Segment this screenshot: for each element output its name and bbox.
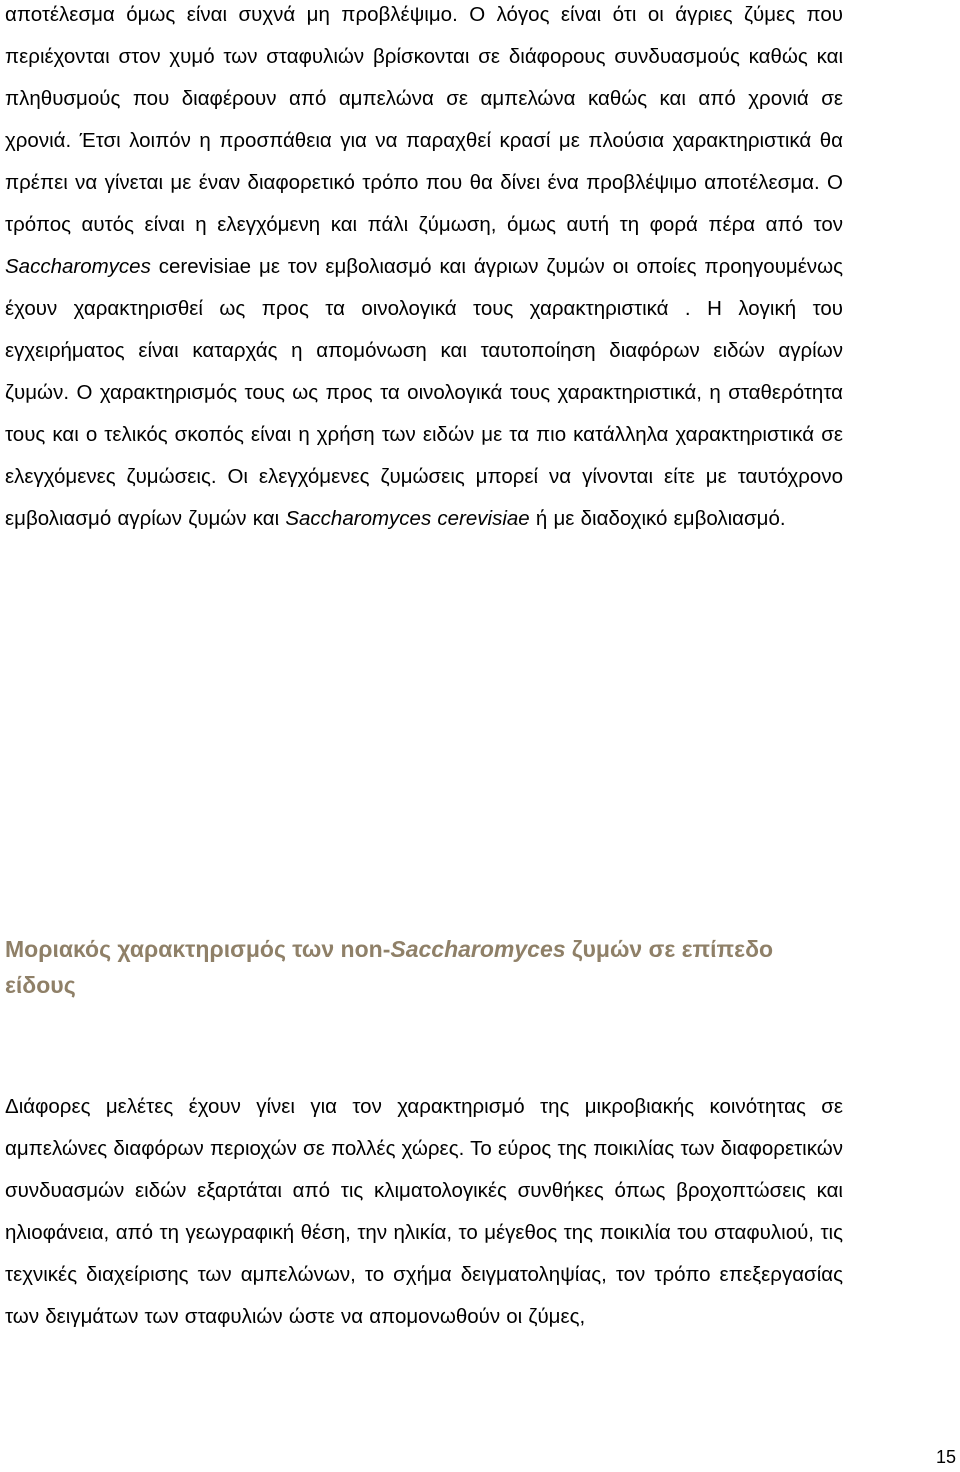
body-paragraph-2 — [5, 1086, 843, 1338]
body-paragraph-1 — [5, 0, 843, 540]
section-heading — [5, 931, 845, 1003]
paragraph-text: cerevisiae με τον εμβολιασμό και άγριων ζυμών οι οποίες προηγουμένως έχουν χαρακτηρισθεί ως προς τα οινολογικά τους χαρακτηριστικά . Η λογική του εγχειρήματος είναι καταρχάς η απομόνωση και ταυτοποίηση διαφόρων ειδών αγρίων ζυμών. Ο χαρακτηρισμός τους ως προς τα οινολογικά τους χαρακτηριστικά, η σταθερότητα τους και ο τελικός σκοπός είναι η χρήση των ειδών με τα πιο κατάλληλα χαρακτηριστικά σε ελεγχόμενες ζυμώσεις. Οι ελεγχόμενες ζυμώσεις μπορεί να γίνονται είτε με ταυτόχρονο εμβολιασμό αγρίων ζυμών και — [5, 255, 843, 530]
paragraph-text: ή με διαδοχικό εμβολιασμό. — [529, 507, 786, 530]
page-number: 15 — [936, 1447, 957, 1467]
species-name-italic: Saccharomyces — [5, 255, 151, 278]
paragraph-text: αποτέλεσμα όμως είναι συχνά μη προβλέψιμο. Ο λόγος είναι ότι οι άγριες ζύμες που περιέχονται στον χυμό των σταφυλιών βρίσκονται σε διάφορους συνδυασμούς καθώς και πληθυσμούς που διαφέρουν από αμπελώνα σε αμπελώνα καθώς και από χρονιά σε χρονιά. Έτσι λοιπόν η προσπάθεια για να παραχθεί κρασί με πλούσια χαρακτηριστικά θα πρέπει να γίνεται με έναν διαφορετικό τρόπο που θα δίνει ένα προβλέψιμο αποτέλεσμα. Ο τρόπος αυτός είναι η ελεγχόμενη και πάλι ζύμωση, όμως αυτή τη φορά πέρα από τον — [5, 3, 843, 236]
heading-species-italic: Saccharomyces — [390, 936, 566, 962]
heading-text: Μοριακός χαρακτηρισμός των non- — [5, 936, 391, 962]
species-name-italic: Saccharomyces cerevisiae — [285, 507, 530, 530]
heading-text: ζυμών σε επίπεδο είδους — [5, 936, 774, 998]
paragraph-text: Διάφορες μελέτες έχουν γίνει για τον χαρακτηρισμό της μικροβιακής κοινότητας σε αμπελώνες διαφόρων περιοχών σε πολλές χώρες. Το εύρος της ποικιλίας των διαφορετικών συνδυασμών ειδών εξαρτάται από τις κλιματολογικές συνθήκες όπως βροχοπτώσεις και ηλιοφάνεια, από τη γεωγραφική θέση, την ηλικία, το μέγεθος της ποικιλία του σταφυλιού, τις τεχνικές διαχείρισης των αμπελώνων, το σχήμα δειγματοληψίας, τον τρόπο επεξεργασίας των δειγμάτων των σταφυλιών ώστε να απομονωθούν οι ζύμες, — [5, 1095, 843, 1328]
